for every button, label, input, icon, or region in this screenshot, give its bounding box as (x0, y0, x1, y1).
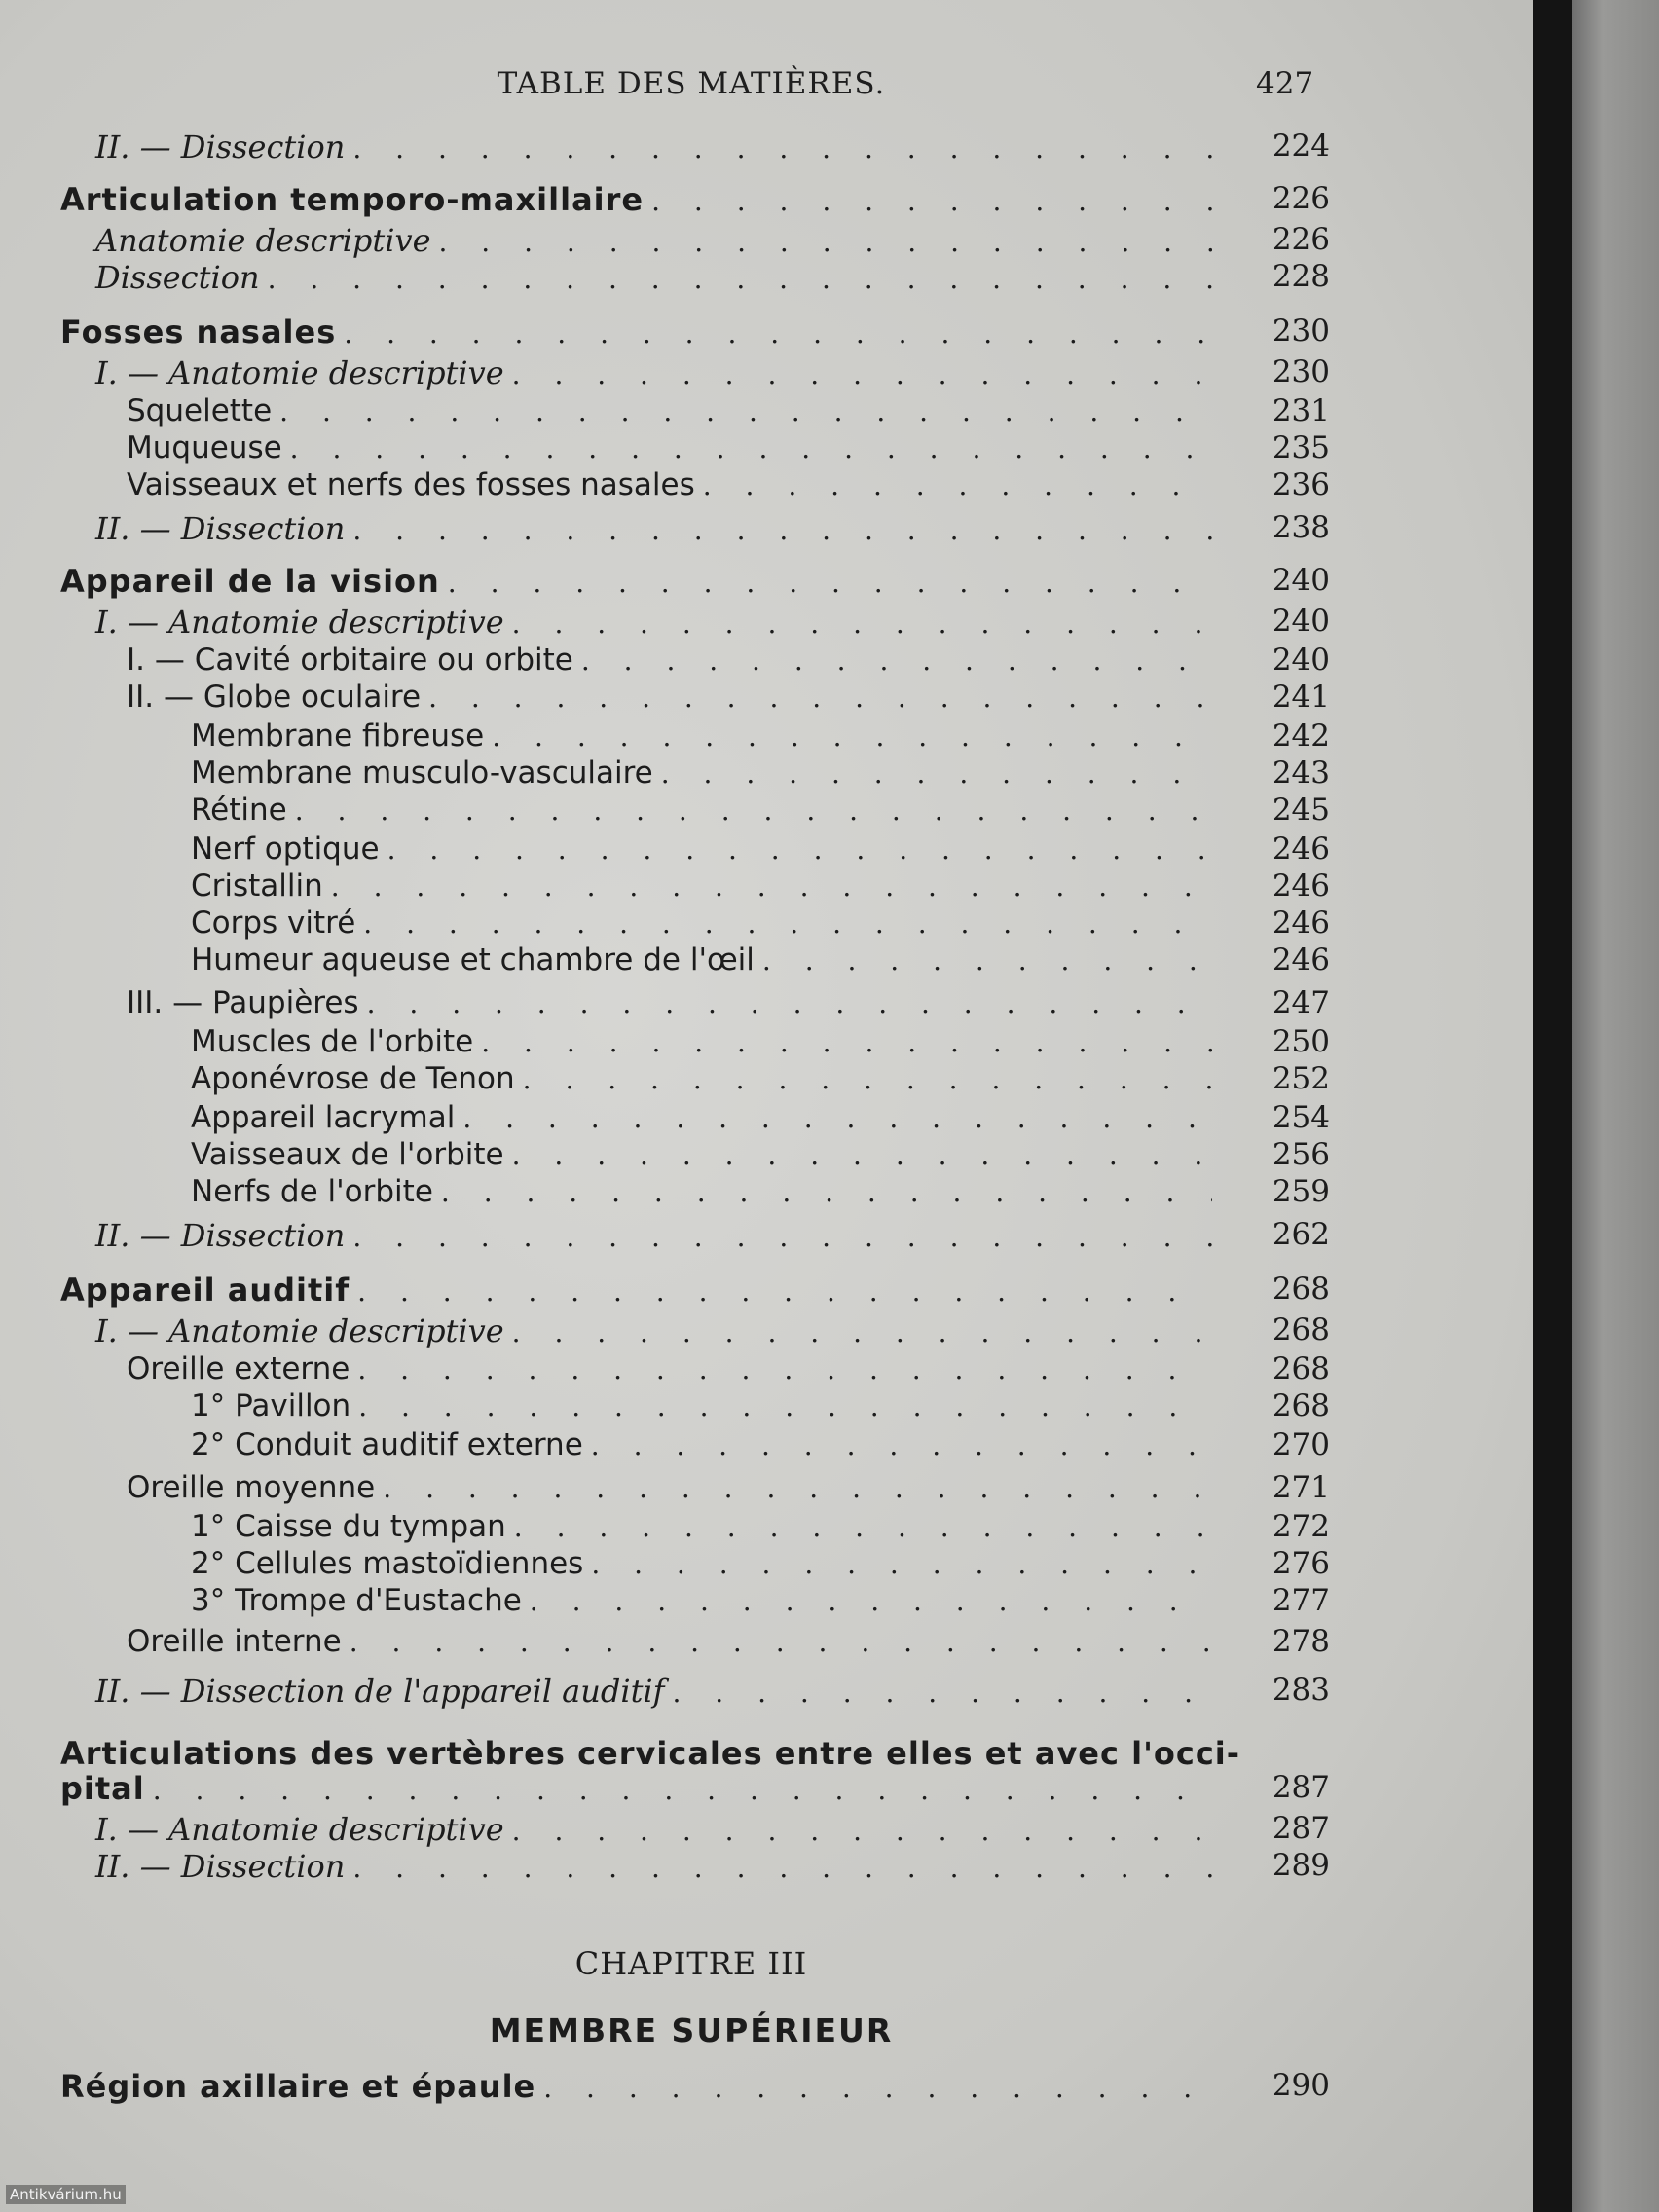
toc-entry-text: Muscles de l'orbite (191, 1024, 474, 1059)
dot-leader (431, 226, 1213, 258)
toc-entry-text: 2° Conduit auditif externe (191, 1427, 583, 1462)
toc-entry-title (0, 793, 1212, 828)
toc-entry-title (0, 1024, 1212, 1059)
toc-entry-text: II. — Dissection (95, 1217, 346, 1254)
chapter-label: CHAPITRE III (574, 1945, 808, 1982)
toc-entry (0, 313, 1533, 352)
toc-entry (0, 1272, 1533, 1310)
dot-leader (504, 1316, 1212, 1348)
dot-leader (345, 1852, 1212, 1884)
toc-entry-text: 1° Caisse du tympan (191, 1509, 506, 1544)
toc-entry (0, 1351, 1533, 1390)
toc-entry (0, 259, 1533, 298)
dot-leader (282, 432, 1212, 464)
toc-entry-text: Nerfs de l'orbite (191, 1174, 433, 1209)
toc-entry (0, 680, 1533, 719)
toc-entry-title (0, 756, 1212, 791)
toc-entry-page: 246 (1272, 831, 1330, 866)
toc-entry-text: Membrane fibreuse (191, 719, 485, 754)
toc-entry (0, 1673, 1533, 1712)
toc-entry-page: 278 (1272, 1624, 1330, 1659)
toc-entry-text: II. — Dissection (95, 510, 346, 547)
dot-leader (345, 132, 1212, 165)
toc-entry-text: I. — Anatomie descriptive (95, 1312, 504, 1349)
toc-entry-text: I. — Anatomie descriptive (95, 604, 504, 641)
dot-leader (504, 1139, 1212, 1171)
toc-entry-text: Squelette (127, 393, 273, 428)
toc-entry (0, 2068, 1533, 2107)
toc-entry-page: 238 (1272, 510, 1330, 545)
toc-entry-title (0, 831, 1212, 866)
dot-leader (380, 833, 1212, 866)
toc-entry-text: I. — Cavité orbitaire ou orbite (127, 643, 573, 678)
dot-leader (644, 185, 1212, 217)
dot-leader (323, 870, 1212, 903)
toc-entry-text: Oreille moyenne (127, 1470, 376, 1505)
page-header (0, 66, 1533, 109)
toc-entry-title (0, 680, 1212, 715)
toc-entry-title (0, 1470, 1212, 1505)
toc-entry-page: 226 (1272, 181, 1330, 216)
toc-entry-text: Anatomie descriptive (95, 222, 431, 259)
toc-entry-text: I. — Anatomie descriptive (95, 354, 504, 391)
toc-entry-page: 272 (1272, 1509, 1330, 1544)
toc-entry (0, 510, 1533, 549)
toc-entry-title (0, 181, 1212, 218)
toc-entry-page: 246 (1272, 905, 1330, 940)
toc-entry (0, 181, 1533, 220)
toc-entry (0, 1624, 1533, 1663)
toc-entry-text: I. — Anatomie descriptive (95, 1811, 504, 1848)
toc-entry-page: 236 (1272, 467, 1330, 502)
toc-entry-title (0, 430, 1212, 465)
toc-entry-title (0, 1137, 1212, 1172)
toc-entry (0, 793, 1533, 831)
toc-entry-title (0, 1509, 1212, 1544)
dot-leader (653, 757, 1212, 790)
toc-entry (0, 756, 1533, 794)
toc-entry-title (0, 1427, 1212, 1462)
toc-entry-page: 268 (1272, 1272, 1330, 1307)
dot-leader (350, 1390, 1212, 1422)
toc-entry-title (0, 563, 1212, 600)
dot-leader (504, 358, 1212, 390)
toc-entry-text: Cristallin (191, 868, 323, 903)
toc-entry (0, 831, 1533, 870)
dot-leader (504, 608, 1212, 640)
toc-entry (0, 1388, 1533, 1427)
running-title: TABLE DES MATIÈRES. (497, 66, 886, 101)
toc-entry-page: 241 (1272, 680, 1330, 715)
toc-entry-title (0, 1546, 1212, 1581)
toc-entry-title (0, 719, 1212, 754)
toc-entry-page: 230 (1272, 313, 1330, 349)
dot-leader (345, 1221, 1212, 1253)
toc-entry-title (0, 1388, 1212, 1423)
dot-leader (440, 567, 1212, 599)
dot-leader (573, 645, 1212, 677)
toc-entry-page: 259 (1272, 1174, 1330, 1209)
toc-entry-title (0, 985, 1212, 1020)
dot-leader (350, 1275, 1212, 1308)
toc-entry (0, 1024, 1533, 1063)
toc-entry-text: II. — Globe oculaire (127, 680, 422, 715)
toc-entry-page: 230 (1272, 354, 1330, 389)
toc-entry-page: 240 (1272, 604, 1330, 639)
toc-entry-page: 268 (1272, 1351, 1330, 1386)
dot-leader (342, 1626, 1212, 1658)
dot-leader (336, 317, 1212, 350)
toc-entry-title (0, 604, 1212, 641)
toc-entry-text: Appareil de la vision (60, 563, 440, 600)
toc-entry-page: 245 (1272, 793, 1330, 828)
dot-leader (272, 395, 1212, 427)
toc-entry-text: Oreille interne (127, 1624, 342, 1659)
toc-entry-text: Vaisseaux de l'orbite (191, 1137, 504, 1172)
toc-entry-page: 240 (1272, 563, 1330, 598)
dot-leader (433, 1176, 1212, 1208)
toc-entry-text: 2° Cellules mastoïdiennes (191, 1546, 584, 1581)
toc-entry-page: 268 (1272, 1388, 1330, 1423)
toc-entry (0, 1217, 1533, 1256)
watermark: Antikvárium.hu (6, 2185, 126, 2204)
toc-entry-text: Oreille externe (127, 1351, 350, 1386)
dot-leader (359, 987, 1212, 1019)
toc-entry-text: Appareil lacrymal (191, 1100, 456, 1135)
toc-entry-text: Muqueuse (127, 430, 282, 465)
toc-entry (0, 129, 1533, 167)
dot-leader (355, 907, 1212, 940)
toc-entry-title (0, 1061, 1212, 1096)
toc-entry (0, 1427, 1533, 1466)
dot-leader (755, 944, 1212, 977)
toc-entry-text: Fosses nasales (60, 313, 337, 350)
toc-entry-title (0, 1770, 1212, 1807)
toc-entry (0, 1546, 1533, 1585)
dot-leader (350, 1353, 1212, 1385)
toc-entry (0, 1312, 1533, 1351)
toc-entry-page: 243 (1272, 756, 1330, 791)
dot-leader (260, 263, 1212, 295)
dot-leader (473, 1026, 1212, 1058)
toc-entry-page: 224 (1272, 129, 1330, 164)
toc-entry-text: 3° Trompe d'Eustache (191, 1583, 522, 1618)
toc-entry (0, 222, 1533, 261)
toc-entry-title (0, 1312, 1212, 1349)
toc-entry-page: 242 (1272, 719, 1330, 754)
toc-entry-title (0, 222, 1212, 259)
toc-entry-page: 235 (1272, 430, 1330, 465)
dot-leader (522, 1585, 1212, 1617)
toc-entry (0, 430, 1533, 469)
dot-leader (455, 1102, 1212, 1134)
toc-entry-title (0, 2068, 1212, 2105)
toc-entry-page: 268 (1272, 1312, 1330, 1347)
toc-entry-page: 283 (1272, 1673, 1330, 1708)
toc-entry-page: 290 (1272, 2068, 1330, 2103)
toc-entry (0, 1770, 1533, 1809)
toc-entry-title (0, 259, 1212, 296)
toc-entry-page: 240 (1272, 643, 1330, 678)
toc-entry-text: II. — Dissection (95, 129, 346, 166)
toc-entry-text: Vaisseaux et nerfs des fosses nasales (127, 467, 695, 502)
toc-entry-title (0, 393, 1212, 428)
dot-leader (421, 682, 1212, 714)
toc-entry (0, 643, 1533, 682)
toc-entry-title (0, 1583, 1212, 1618)
toc-entry-title (0, 1673, 1212, 1710)
toc-entry-text: Rétine (191, 793, 287, 828)
toc-entry (0, 604, 1533, 643)
toc-entry-page: 262 (1272, 1217, 1330, 1252)
toc-entry (0, 1174, 1533, 1213)
toc-entry-page: 228 (1272, 259, 1330, 294)
toc-entry-page: 287 (1272, 1811, 1330, 1846)
toc-entry-text: Dissection (95, 259, 260, 296)
toc-entry-title (0, 1811, 1212, 1848)
toc-entry (0, 719, 1533, 757)
toc-entry-title (0, 510, 1212, 547)
toc-entry-page: 246 (1272, 942, 1330, 977)
toc-entry-text: 1° Pavillon (191, 1388, 351, 1423)
dot-leader (506, 1511, 1212, 1543)
toc-entry-text: Nerf optique (191, 831, 380, 866)
toc-entry-page: 250 (1272, 1024, 1330, 1059)
toc-entry-title (0, 868, 1212, 903)
toc-entry-text: Articulation temporo-maxillaire (60, 181, 645, 218)
toc-entry-title (0, 1174, 1212, 1209)
toc-entry (0, 354, 1533, 393)
toc-entry-page: 226 (1272, 222, 1330, 257)
toc-entry-title (0, 354, 1212, 391)
toc-entry-title (0, 129, 1212, 166)
toc-entry-text: Humeur aqueuse et chambre de l'œil (191, 942, 755, 977)
toc-entry-title (0, 1272, 1212, 1309)
toc-entry (0, 1848, 1533, 1887)
dot-leader (484, 720, 1212, 753)
dot-leader (583, 1548, 1212, 1580)
dot-leader (515, 1063, 1212, 1095)
toc-entry-title (0, 1217, 1212, 1254)
toc-entry (0, 1509, 1533, 1548)
toc-entry-title (0, 1100, 1212, 1135)
toc-entry (0, 942, 1533, 981)
toc-entry-page: 231 (1272, 393, 1330, 428)
dot-leader (535, 2072, 1212, 2104)
toc-entry-title (0, 1624, 1212, 1659)
toc-entry-page: 287 (1272, 1770, 1330, 1805)
toc-entry-page: 289 (1272, 1848, 1330, 1883)
toc-entry (0, 563, 1533, 602)
toc-entry-title (0, 1848, 1212, 1885)
toc-entry (0, 868, 1533, 907)
toc-entry-page: 247 (1272, 985, 1330, 1020)
toc-entry (0, 1061, 1533, 1100)
dot-leader (504, 1815, 1212, 1847)
toc-entry-page: 246 (1272, 868, 1330, 903)
toc-entry-text: II. — Dissection de l'appareil auditif (95, 1673, 665, 1710)
dot-leader (583, 1429, 1212, 1461)
toc-entry (0, 905, 1533, 944)
toc-entry-page: 277 (1272, 1583, 1330, 1618)
dot-leader (665, 1677, 1213, 1709)
toc-entry-page: 271 (1272, 1470, 1330, 1505)
toc-entry-title (0, 905, 1212, 940)
dot-leader (695, 469, 1212, 501)
toc-entry (0, 467, 1533, 506)
toc-entry (0, 1811, 1533, 1850)
toc-entry (0, 985, 1533, 1024)
toc-entry-text: Aponévrose de Tenon (191, 1061, 515, 1096)
dot-leader (145, 1774, 1212, 1806)
toc-entry-page: 276 (1272, 1546, 1330, 1581)
toc-entry-title (0, 313, 1212, 350)
toc-entry-text: Appareil auditif (60, 1272, 350, 1309)
toc-entry-title (0, 643, 1212, 678)
toc-entry-text: Région axillaire et épaule (60, 2068, 536, 2105)
toc-entry (0, 393, 1533, 432)
toc-entry-page: 254 (1272, 1100, 1330, 1135)
page-number: 427 (1256, 66, 1314, 101)
toc-entry-page: 252 (1272, 1061, 1330, 1096)
toc-entry-text: Membrane musculo-vasculaire (191, 756, 653, 791)
toc-entry-text: Corps vitré (191, 905, 356, 940)
toc-entry (0, 1470, 1533, 1509)
book-spine (1533, 0, 1572, 2212)
toc-entry-title (0, 1351, 1212, 1386)
toc-entry-text: pital (60, 1770, 145, 1807)
toc-entry-page: 270 (1272, 1427, 1330, 1462)
toc-entry-title (0, 467, 1212, 502)
toc-entry (0, 1100, 1533, 1139)
toc-heading-first-line: Articulations des vertèbres cervicales entre elles et avec l'occi- (60, 1735, 1241, 1772)
dot-leader (375, 1472, 1212, 1504)
toc-entry (0, 1137, 1533, 1176)
page-edge (1572, 0, 1659, 2212)
dot-leader (345, 514, 1212, 546)
chapter-title: MEMBRE SUPÉRIEUR (489, 2011, 894, 2049)
toc-entry-text: II. — Dissection (95, 1848, 346, 1885)
toc-entry (0, 1583, 1533, 1622)
dot-leader (287, 794, 1212, 827)
toc-entry-text: III. — Paupières (127, 985, 359, 1020)
toc-entry-title (0, 942, 1212, 977)
toc-entry-page: 256 (1272, 1137, 1330, 1172)
